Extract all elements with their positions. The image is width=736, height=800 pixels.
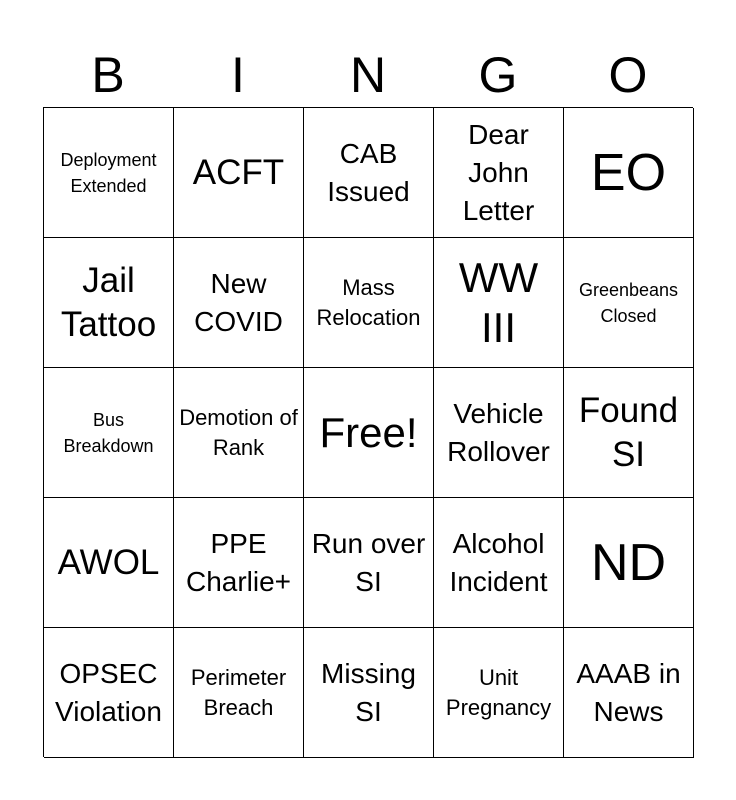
bingo-header — [43, 42, 693, 108]
cell-text: Demotion of Rank — [179, 404, 298, 460]
bingo-cell[interactable] — [44, 498, 174, 628]
cell-text: ND — [590, 533, 667, 592]
cell-text: AWOL — [57, 542, 160, 582]
bingo-cell[interactable] — [44, 628, 174, 758]
free-space-cell[interactable] — [304, 368, 434, 498]
bingo-cell[interactable] — [434, 238, 564, 368]
cell-text: PPE Charlie+ — [185, 527, 292, 597]
bingo-cell[interactable] — [434, 368, 564, 498]
cell-text: Deployment Extended — [60, 149, 157, 196]
bingo-cell[interactable] — [44, 368, 174, 498]
bingo-cell[interactable] — [174, 368, 304, 498]
bingo-cell[interactable] — [434, 108, 564, 238]
cell-text: Missing SI — [321, 657, 416, 727]
bingo-board — [43, 107, 693, 757]
bingo-cell[interactable] — [174, 628, 304, 758]
bingo-cell[interactable] — [174, 498, 304, 628]
bingo-cell[interactable] — [564, 108, 694, 238]
cell-text: New COVID — [194, 267, 283, 337]
bingo-cell[interactable] — [304, 628, 434, 758]
cell-text: EO — [590, 143, 667, 202]
cell-text: ACFT — [192, 152, 285, 192]
bingo-cell[interactable] — [44, 238, 174, 368]
cell-text: Alcohol Incident — [449, 527, 548, 597]
cell-text: Vehicle Rollover — [447, 397, 550, 467]
bingo-cell[interactable] — [304, 108, 434, 238]
free-space-text: Free! — [319, 408, 418, 456]
bingo-cell[interactable] — [564, 498, 694, 628]
bingo-cell[interactable] — [564, 368, 694, 498]
bingo-cell[interactable] — [564, 238, 694, 368]
cell-text: Bus Breakdown — [63, 409, 154, 456]
bingo-cell[interactable] — [44, 108, 174, 238]
bingo-cell[interactable] — [174, 238, 304, 368]
header-letter-n: N — [349, 47, 387, 103]
header-letter-i: I — [231, 47, 245, 103]
bingo-cell[interactable] — [174, 108, 304, 238]
bingo-cell[interactable] — [304, 238, 434, 368]
cell-text: Run over SI — [311, 527, 426, 597]
bingo-cell[interactable] — [564, 628, 694, 758]
bingo-cell[interactable] — [434, 628, 564, 758]
cell-text: AAAB in News — [576, 657, 681, 727]
cell-text: Dear John Letter — [462, 118, 535, 226]
cell-text: Greenbeans Closed — [578, 279, 679, 326]
header-letter-g: G — [478, 47, 518, 103]
cell-text: CAB Issued — [327, 137, 410, 207]
bingo-cell[interactable] — [304, 498, 434, 628]
cell-text: Unit Pregnancy — [445, 664, 552, 720]
cell-text: Mass Relocation — [316, 274, 421, 330]
cell-text: Jail Tattoo — [60, 260, 157, 344]
cell-text: WW III — [458, 253, 539, 351]
cell-text: Perimeter Breach — [190, 664, 287, 720]
cell-text: OPSEC Violation — [55, 657, 162, 727]
bingo-cell[interactable] — [434, 498, 564, 628]
header-letter-b: B — [91, 47, 125, 103]
cell-text: Found SI — [578, 390, 679, 474]
header-letter-o: O — [608, 47, 648, 103]
